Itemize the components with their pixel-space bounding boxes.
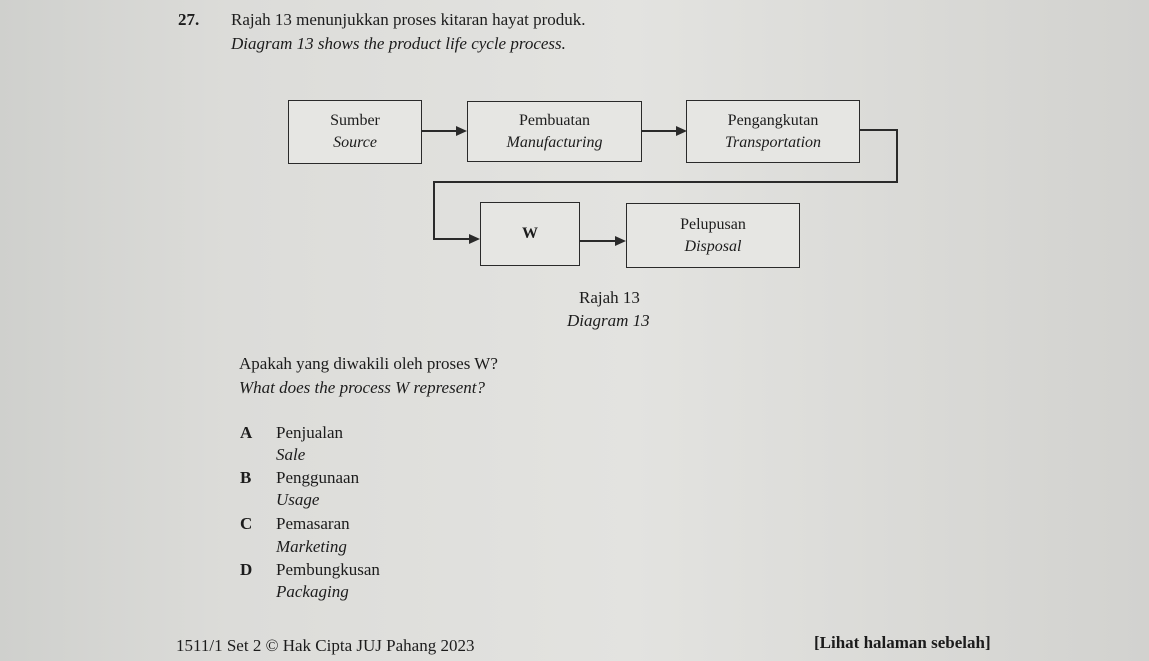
option-a-letter[interactable]: A — [240, 423, 253, 442]
source-label-english: Source — [333, 134, 377, 151]
footer-copyright: 1511/1 Set 2 © Hak Cipta JUJ Pahang 2023 — [176, 636, 475, 655]
option-a-malay[interactable]: Penjualan — [276, 423, 344, 442]
source-box — [288, 100, 422, 164]
process-w-box — [480, 202, 580, 266]
option-b-letter[interactable]: B — [240, 468, 252, 487]
option-d-malay[interactable]: Pembungkusan — [276, 560, 380, 579]
option-c-malay[interactable]: Pemasaran — [276, 514, 350, 533]
arrow-to-w-line — [433, 238, 471, 240]
connector-transportation-out — [860, 129, 898, 131]
connector-down-left — [433, 181, 435, 240]
arrow-manufacturing-transportation-line — [642, 130, 678, 132]
footer-next-page: [Lihat halaman sebelah] — [814, 633, 991, 652]
arrow-w-disposal-line — [580, 240, 617, 242]
diagram-caption-malay: Rajah 13 — [579, 288, 640, 307]
transportation-label-english: Transportation — [724, 133, 822, 151]
disposal-box — [626, 203, 800, 268]
question-stem-malay: Rajah 13 menunjukkan proses kitaran hayat produk. — [231, 10, 586, 29]
prompt-english: What does the process W represent? — [239, 378, 485, 397]
arrow-manufacturing-transportation-head — [676, 126, 687, 136]
manufacturing-box — [467, 101, 642, 162]
connector-down-right — [896, 129, 898, 183]
arrow-source-manufacturing-head — [456, 126, 467, 136]
arrow-to-w-head — [469, 234, 480, 244]
process-w-label: W — [522, 225, 538, 242]
connector-across — [433, 181, 898, 183]
option-a-english[interactable]: Sale — [276, 445, 306, 464]
disposal-label-english: Disposal — [684, 237, 742, 255]
diagram-caption-english: Diagram 13 — [567, 311, 650, 330]
arrow-source-manufacturing-line — [422, 130, 458, 132]
arrow-w-disposal-head — [615, 236, 626, 246]
transportation-box — [686, 100, 860, 163]
option-b-english[interactable]: Usage — [276, 490, 320, 509]
option-d-english[interactable]: Packaging — [276, 582, 349, 601]
transportation-label-malay: Pengangkutan — [727, 111, 819, 129]
manufacturing-label-english: Manufacturing — [506, 133, 603, 151]
manufacturing-label-malay: Pembuatan — [518, 111, 591, 129]
option-b-malay[interactable]: Penggunaan — [276, 468, 360, 487]
option-c-english[interactable]: Marketing — [276, 537, 347, 556]
disposal-label-malay: Pelupusan — [680, 215, 746, 233]
option-d-letter[interactable]: D — [240, 560, 253, 579]
source-label-malay: Sumber — [330, 112, 380, 129]
question-number: 27. — [178, 10, 200, 29]
question-stem-english: Diagram 13 shows the product life cycle process. — [231, 34, 566, 53]
option-c-letter[interactable]: C — [240, 514, 253, 533]
prompt-malay: Apakah yang diwakili oleh proses W? — [239, 354, 498, 373]
